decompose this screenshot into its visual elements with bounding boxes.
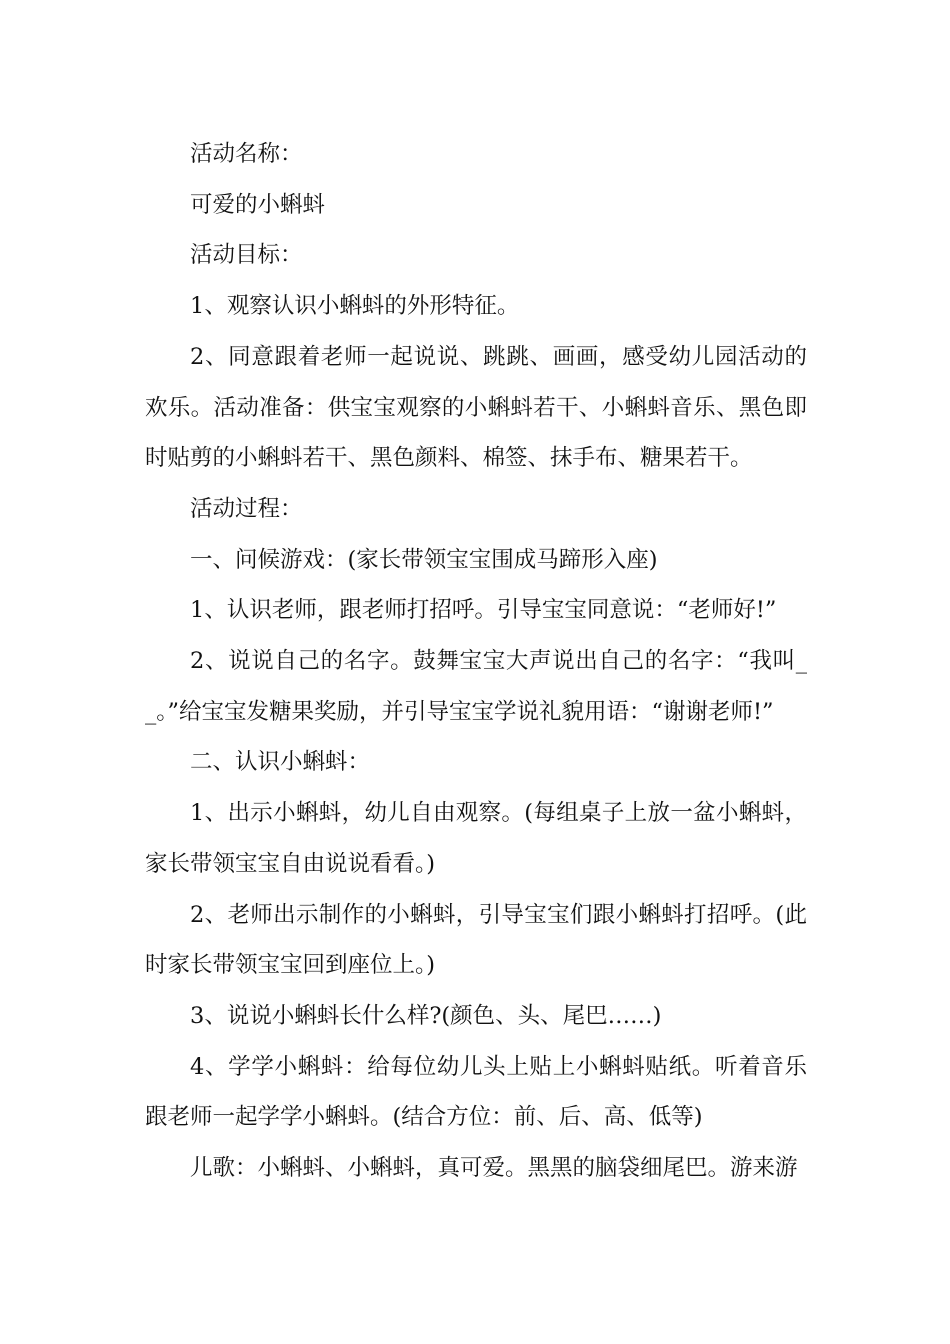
tadpole-step-4: 4、学学小蝌蚪：给每位幼儿头上贴上小蝌蚪贴纸。听着音乐跟老师一起学学小蝌蚪。(结合方位：前、后、高、低等): [145, 1053, 807, 1131]
goal-item-2-and-preparation: 2、同意跟着老师一起说说、跳跳、画画，感受幼儿园活动的欢乐。活动准备：供宝宝观察的小蝌蚪若干、小蝌蚪音乐、黑色即时贴剪的小蝌蚪若干、黑色颜料、棉签、抹手布、糖果若干。: [145, 343, 807, 472]
greeting-step-1: 1、认识老师，跟老师打招呼。引导宝宝同意说：“老师好!”: [190, 597, 777, 624]
activity-title: 可爱的小蝌蚪: [190, 191, 326, 218]
step-heading-meet-tadpoles: 二、认识小蝌蚪：: [190, 749, 371, 776]
step-heading-greeting-game: 一、问候游戏：(家长带领宝宝围成马蹄形入座): [190, 546, 658, 573]
tadpole-step-3: 3、说说小蝌蚪长什么样?(颜色、头、尾巴……): [190, 1002, 662, 1029]
tadpole-step-1: 1、出示小蝌蚪，幼儿自由观察。(每组桌子上放一盆小蝌蚪，家长带领宝宝自由说说看看。): [145, 800, 807, 877]
section-label-activity-name: 活动名称：: [190, 141, 303, 167]
section-label-activity-goals: 活动目标：: [190, 242, 303, 269]
tadpole-step-2: 2、老师出示制作的小蝌蚪，引导宝宝们跟小蝌蚪打招呼。(此时家长带领宝宝回到座位上。): [145, 901, 807, 979]
nursery-rhyme: 儿歌：小蝌蚪、小蝌蚪，真可爱。黑黑的脑袋细尾巴。游来游: [190, 1155, 798, 1182]
goal-item-1: 1、观察认识小蝌蚪的外形特征。: [190, 293, 520, 320]
greeting-step-2: 2、说说自己的名字。鼓舞宝宝大声说出自己的名字：“我叫__。”给宝宝发糖果奖励，并引导宝宝学说礼貌用语：“谢谢老师!”: [145, 648, 807, 725]
section-label-activity-process: 活动过程：: [190, 495, 303, 522]
document-page: [145, 129, 807, 1194]
